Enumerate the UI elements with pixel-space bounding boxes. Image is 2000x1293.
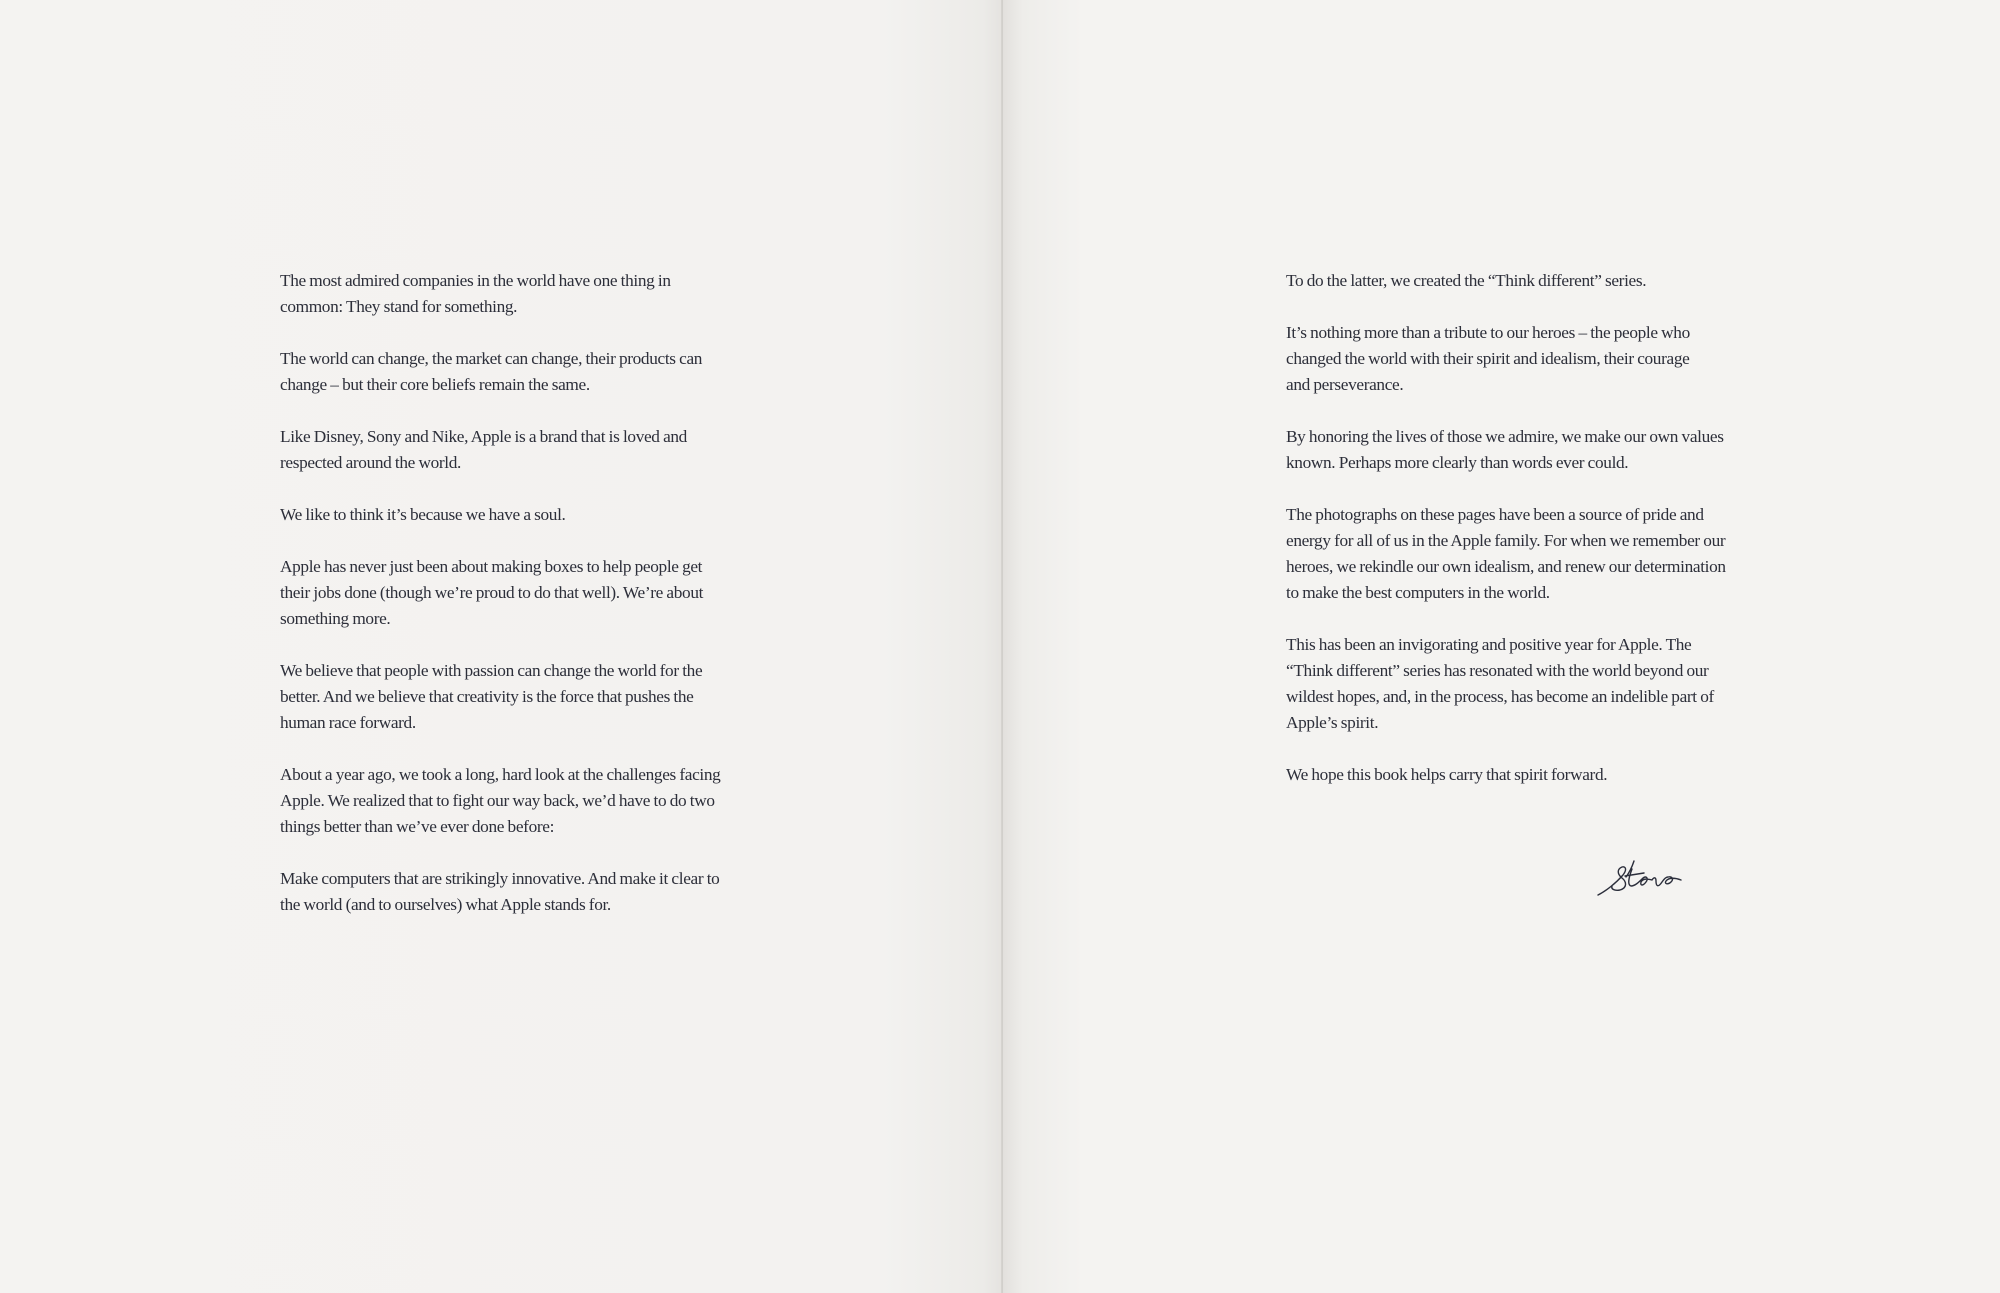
- paragraph: The most admired companies in the world have one thing in common: They stand for something.: [280, 271, 671, 316]
- paragraph: Like Disney, Sony and Nike, Apple is a brand that is loved and respected around the world.: [280, 427, 687, 472]
- signature-steve: [1596, 855, 1706, 905]
- paragraph: About a year ago, we took a long, hard look at the challenges facing Apple. We realized that to fight our way back, we’d have to do two things better than we’ve ever done before:: [280, 765, 721, 836]
- letter-text-left: [280, 268, 750, 944]
- letter-text-right: [1286, 268, 1756, 814]
- paragraph: Make computers that are strikingly innovative. And make it clear to the world (and to ourselves) what Apple stands for.: [280, 869, 720, 914]
- paragraph: This has been an invigorating and positive year for Apple. The “Think different” series has resonated with the world beyond our wildest hopes, and, in the process, has become an indelible part of Apple’s spirit.: [1286, 635, 1714, 732]
- paragraph: It’s nothing more than a tribute to our heroes – the people who changed the world with their spirit and idealism, their courage and perseverance.: [1286, 323, 1690, 394]
- paragraph: We hope this book helps carry that spirit forward.: [1286, 765, 1608, 784]
- paragraph: The world can change, the market can change, their products can change – but their core beliefs remain the same.: [280, 349, 703, 394]
- paragraph: By honoring the lives of those we admire, we make our own values known. Perhaps more clearly than words ever could.: [1286, 427, 1724, 472]
- paragraph: We like to think it’s because we have a soul.: [280, 505, 566, 524]
- paragraph: We believe that people with passion can change the world for the better. And we believe that creativity is the force that pushes the human race forward.: [280, 661, 703, 732]
- paragraph: Apple has never just been about making boxes to help people get their jobs done (though we’re proud to do that well). We’re about something more.: [280, 557, 704, 628]
- paragraph: The photographs on these pages have been a source of pride and energy for all of us in the Apple family. For when we remember our heroes, we rekindle our own idealism, and renew our determination to make the best computers in the world.: [1286, 505, 1726, 602]
- paragraph: To do the latter, we created the “Think different” series.: [1286, 271, 1647, 290]
